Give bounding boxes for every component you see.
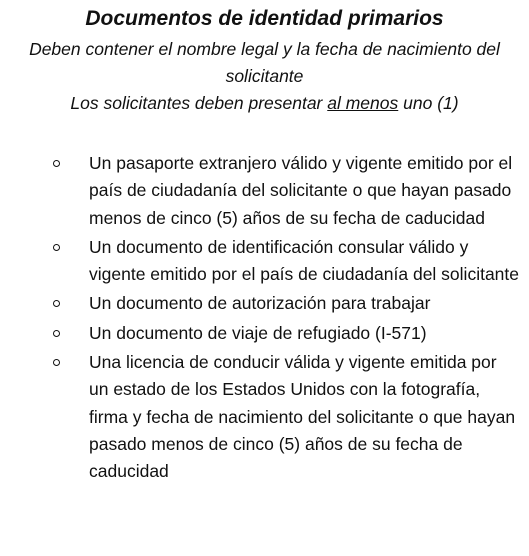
subtitle-quantity-emphasis: al menos [327, 93, 399, 113]
list-item [0, 290, 529, 317]
circle-bullet-icon [53, 359, 60, 366]
subtitle-quantity-prefix: Los solicitantes deben presentar [70, 93, 328, 113]
document-title: Documentos de identidad primarios [85, 7, 444, 30]
circle-bullet-icon [53, 160, 60, 167]
list-item [0, 320, 529, 347]
list-item [0, 349, 529, 485]
list-item [0, 150, 529, 232]
list-item [0, 234, 529, 289]
list-item-text: Un pasaporte extranjero válido y vigente emitido por el país de ciudadanía del solicitante o que hayan pasado menos de cinco (5) años de su fecha de caducidad [89, 153, 513, 228]
list-item-text: Un documento de viaje de refugiado (I-571) [89, 322, 427, 343]
subtitle-quantity-suffix: uno (1) [398, 93, 459, 113]
document-subtitle [10, 36, 519, 117]
list-item-text: Un documento de identificación consular válido y vigente emitido por el país de ciudadanía del solicitante [89, 236, 519, 285]
circle-bullet-icon [53, 300, 60, 307]
document-list [0, 150, 529, 486]
circle-bullet-icon [53, 244, 60, 251]
circle-bullet-icon [53, 330, 60, 337]
list-item-text: Una licencia de conducir válida y vigente emitida por un estado de los Estados Unidos con la fotografía, firma y fecha de nacimiento del solicitante o que hayan pasado menos de cinco (5) años de su fecha de caducidad [89, 352, 516, 482]
subtitle-quantity [10, 90, 519, 117]
subtitle-requirement: Deben contener el nombre legal y la fecha de nacimiento del solicitante [29, 39, 500, 86]
list-item-text: Un documento de autorización para trabajar [89, 293, 431, 314]
